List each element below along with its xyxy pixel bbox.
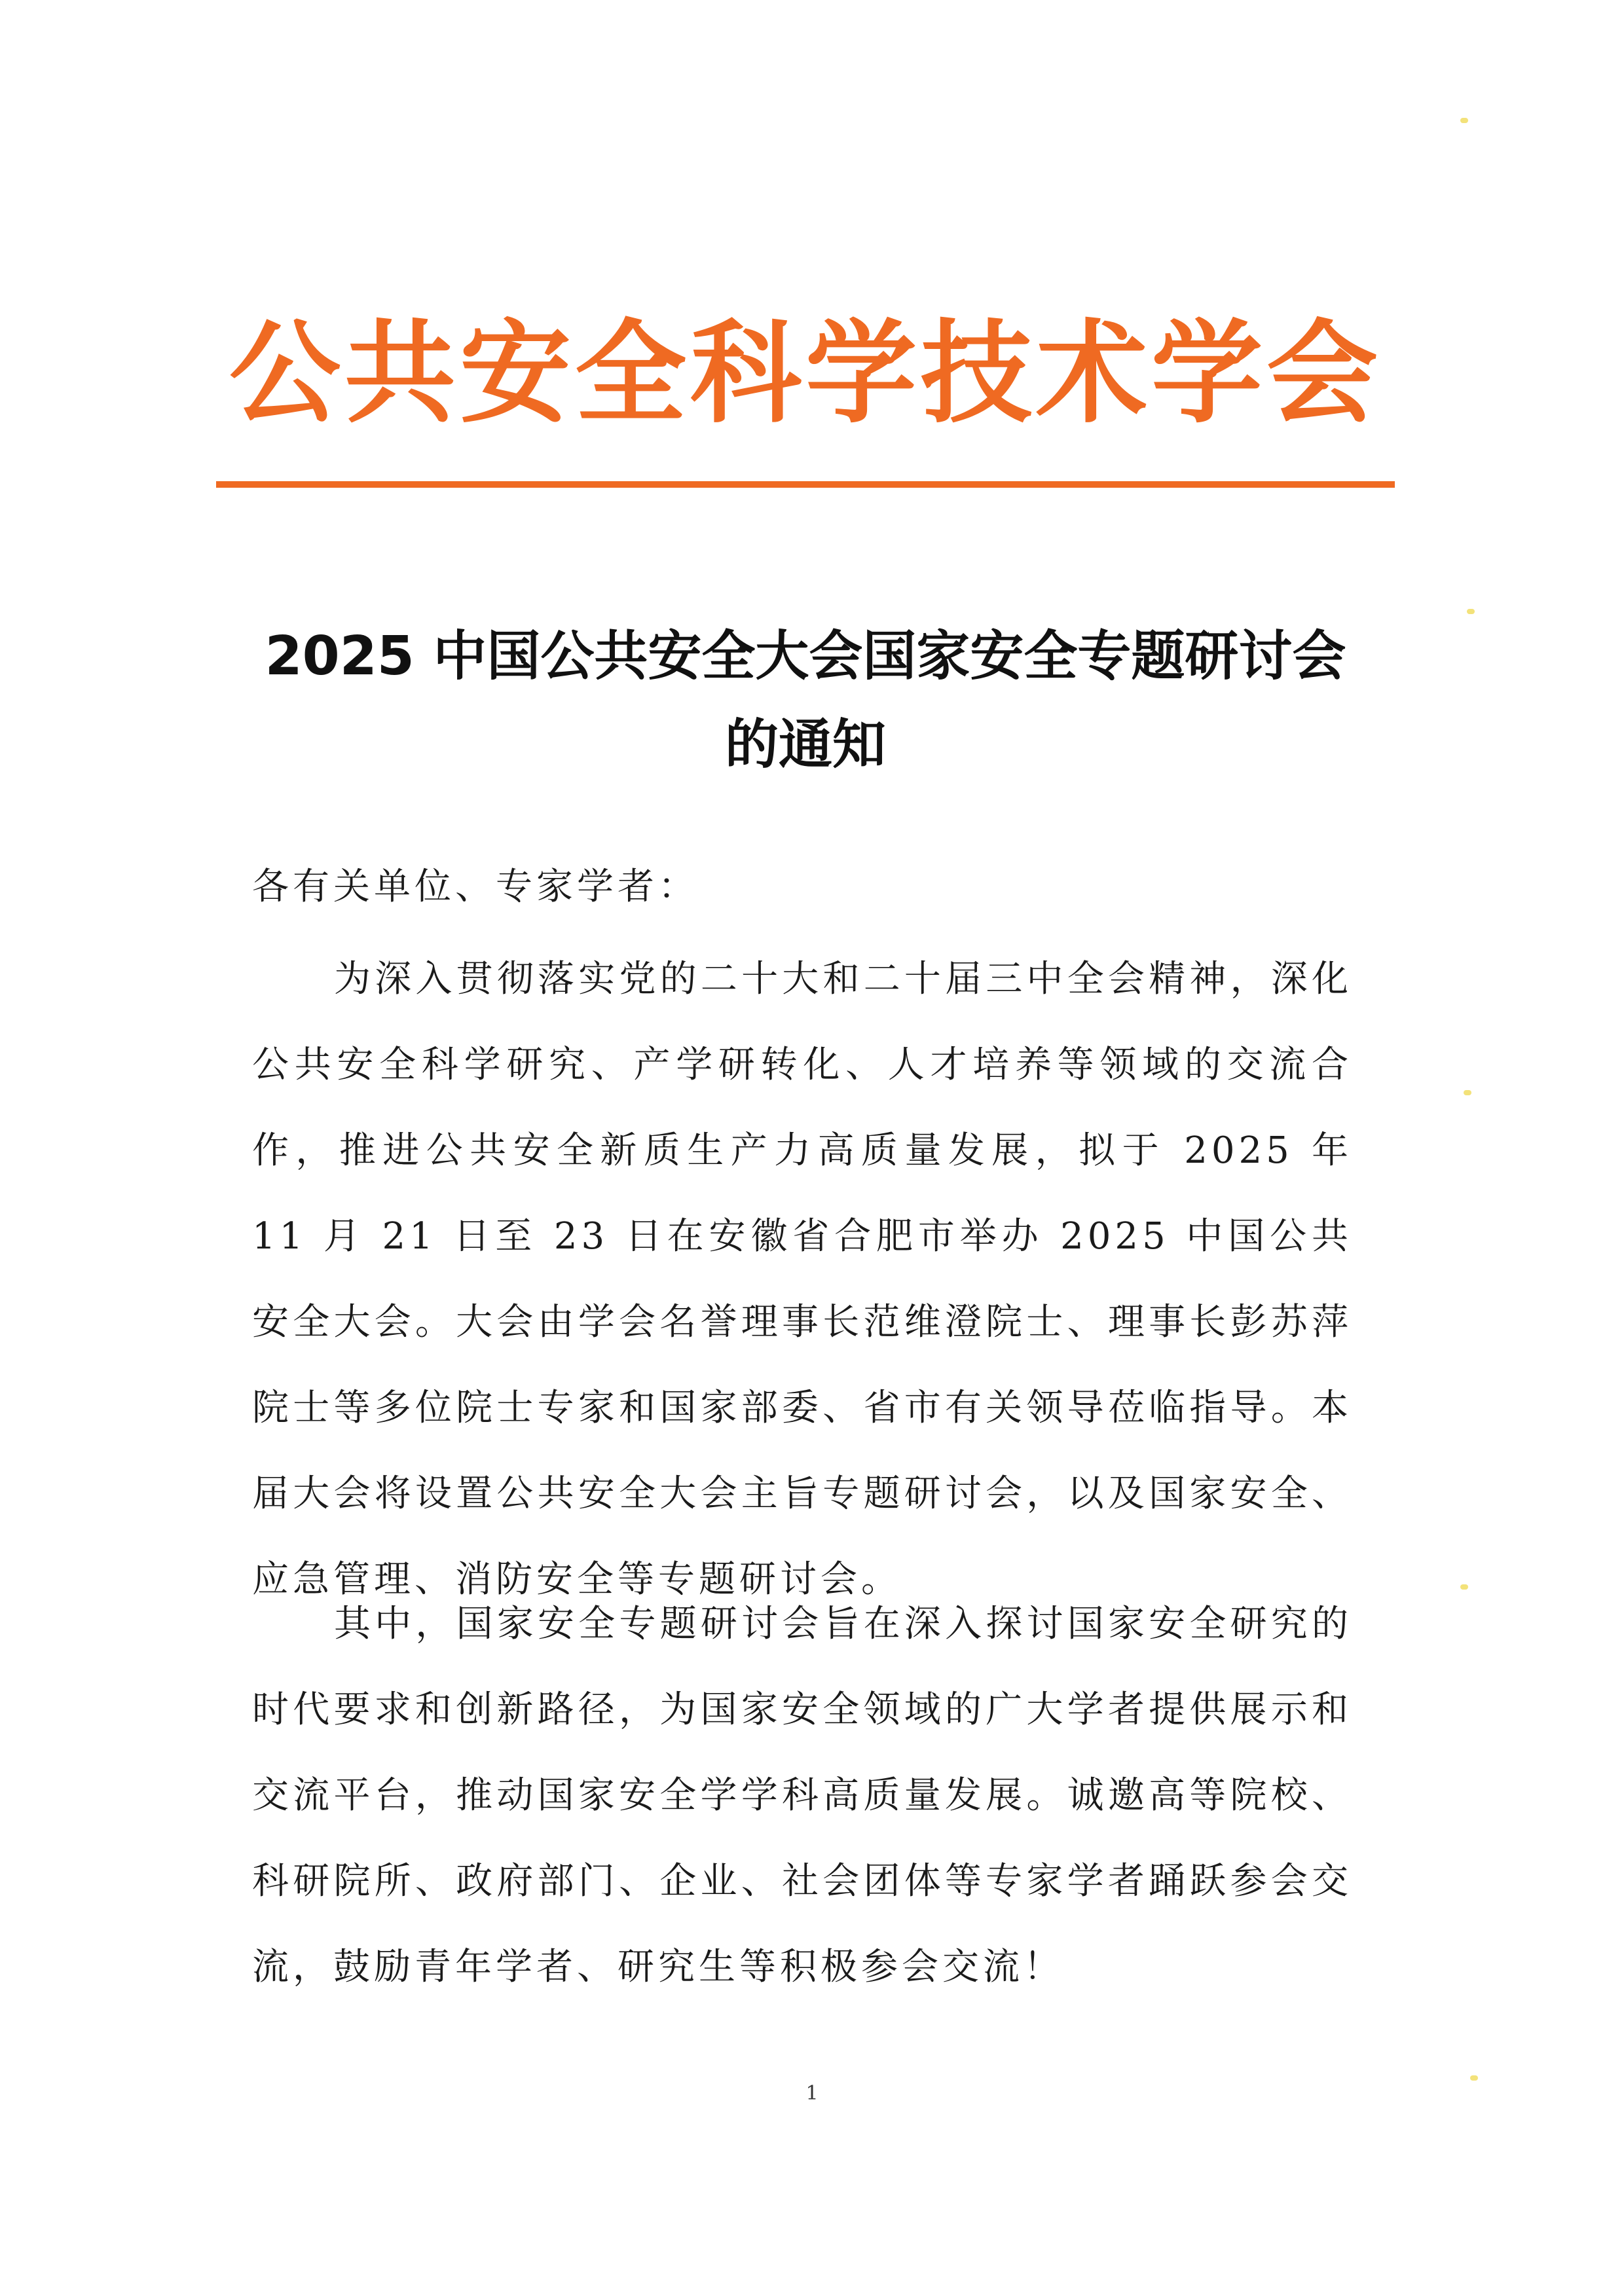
letterhead-title: 公共安全科学技术学会: [229, 308, 1382, 439]
body-paragraph-1: 为深入贯彻落实党的二十大和二十届三中全会精神，深化公共安全科学研究、产学研转化、人才培养等领域的交流合作，推进公共安全新质生产力高质量发展，拟于 2025 年 11 月 21 日至 23 日在安徽省合肥市举办 2025 中国公共安全大会。大会由学会名誉理事长范维澄院士、理事长彭苏萍院士等多位院士专家和国家部委、省市有关领导莅临指导。本届大会将设置公共安全大会主旨专题研讨会，以及国家安全、应急管理、消防安全等专题研讨会。: [252, 958, 1352, 1601]
letterhead-divider: [216, 481, 1395, 488]
salutation: 各有关单位、专家学者：: [252, 866, 699, 908]
scan-speck: [1464, 1090, 1471, 1095]
document-title: 2025 中国公共安全大会国家安全专题研讨会的通知: [265, 625, 1346, 776]
scan-speck: [1467, 609, 1475, 614]
scan-speck: [1460, 118, 1468, 123]
page-number: 1: [805, 2082, 819, 2105]
scan-speck: [1460, 1584, 1468, 1590]
scan-speck: [1470, 2075, 1478, 2081]
body-paragraph-2: 其中，国家安全专题研讨会旨在深入探讨国家安全研究的时代要求和创新路径，为国家安全领域的广大学者提供展示和交流平台，推动国家安全学学科高质量发展。诚邀高等院校、科研院所、政府部门、企业、社会团体等专家学者踊跃参会交流，鼓励青年学者、研究生等积极参会交流！: [252, 1603, 1352, 1988]
